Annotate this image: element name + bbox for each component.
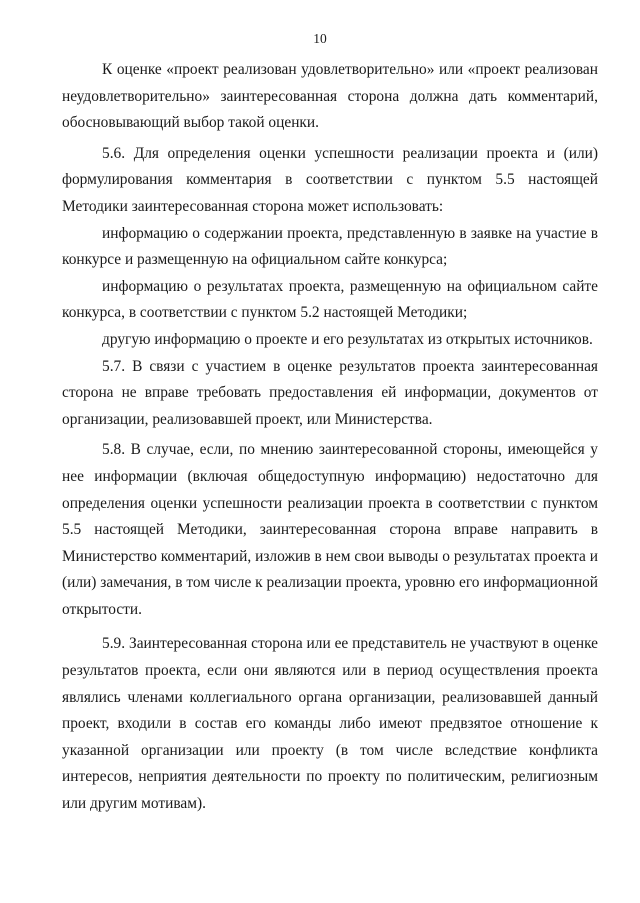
document-body (62, 57, 598, 818)
paragraph-5-6: 5.6. Для определения оценки успешности реализации проекта и (или) формулирования комментария в соответствии с пунктом 5.5 настоящей Методики заинтересованная сторона может использовать: (62, 144, 598, 215)
paragraph-5-6-item-open-sources: другую информацию о проекте и его результатах из открытых источников. (102, 330, 593, 348)
paragraph-5-8: 5.8. В случае, если, по мнению заинтересованной стороны, имеющейся у нее информации (включая общедоступную информацию) недостаточно для определения оценки успешности реализации проекта в соответствии с пунктом 5.5 настоящей Методики, заинтересованная сторона вправе направить в Министерство комментарий, изложив в нем свои выводы о результатах проекта и (или) замечания, в том числе к реализации проекта, уровню его информационной открытости. (62, 441, 598, 618)
paragraph-5-9: 5.9. Заинтересованная сторона или ее представитель не участвуют в оценке результатов проекта, если они являются или в период осуществления проекта являлись членами коллегиального органа организации, реализовавшей данный проект, входили в состав его команды либо имеют предвзятое отношение к указанной организации или проекту (в том числе вследствие конфликта интересов, неприятия деятельности по проекту по политическим, религиозным или другим мотивам). (62, 635, 598, 813)
page-number: 10 (313, 31, 327, 46)
paragraph-rating-comment: К оценке «проект реализован удовлетворительно» или «проект реализован неудовлетворительно» заинтересованная сторона должна дать комментарий, обосновывающий выбор такой оценки. (62, 61, 598, 132)
paragraph-5-6-item-results: информацию о результатах проекта, размещенную на официальном сайте конкурса, в соответствии с пунктом 5.2 настоящей Методики; (62, 277, 598, 322)
paragraph-5-7: 5.7. В связи с участием в оценке результатов проекта заинтересованная сторона не вправе требовать предоставления ей информации, документов от организации, реализовавшей проект, или Министерства. (62, 357, 598, 428)
paragraph-5-6-item-application: информацию о содержании проекта, представленную в заявке на участие в конкурсе и размещенную на официальном сайте конкурса; (62, 224, 598, 269)
